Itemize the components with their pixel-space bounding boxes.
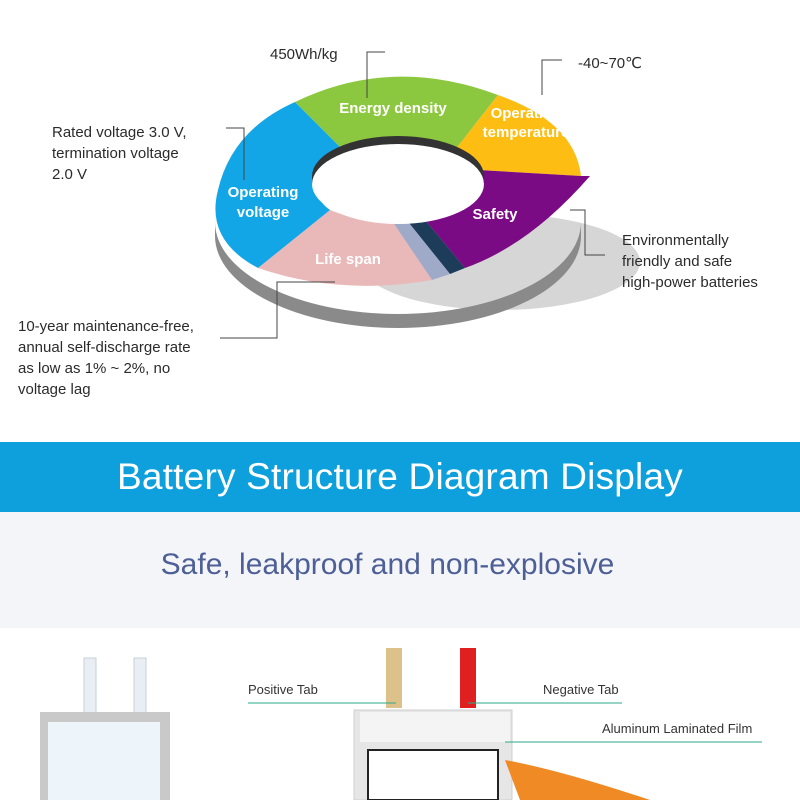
- segment-label-safety: Safety: [472, 206, 518, 223]
- callout-energy-density: 450Wh/kg: [270, 46, 338, 63]
- callout-life-span: [18, 316, 238, 400]
- label-aluminum-film: Aluminum Laminated Film: [602, 721, 753, 736]
- callout-operating-temperature: -40~70℃: [578, 55, 642, 72]
- callout-voltage-line: Rated voltage 3.0 V,: [52, 124, 187, 141]
- section-subtitle: Safe, leakproof and non-explosive: [160, 548, 615, 581]
- label-negative-tab: Negative Tab: [543, 682, 619, 697]
- callout-life-line: 10-year maintenance-free,: [18, 318, 194, 335]
- callout-voltage-line: 2.0 V: [52, 166, 88, 183]
- negative-tab-strip: [460, 648, 476, 708]
- leader-temperature: [542, 60, 562, 95]
- callout-life-line: voltage lag: [18, 381, 91, 398]
- section-title-band: Battery Structure Diagram Display: [0, 442, 800, 512]
- callout-life-line: annual self-discharge rate: [18, 339, 191, 356]
- label-positive-tab: Positive Tab: [248, 682, 318, 697]
- segment-label-life-span: Life span: [315, 251, 381, 268]
- segment-label-operating-temperature-1: Operating: [490, 105, 562, 122]
- casing-top-band: [360, 712, 510, 742]
- ring-hole: [312, 144, 484, 224]
- callout-safety: [622, 230, 797, 293]
- callout-voltage-line: termination voltage: [52, 145, 179, 162]
- positive-tab-strip: [386, 648, 402, 708]
- segment-label-energy-density: Energy density: [339, 100, 447, 117]
- electrode-stack: [368, 750, 498, 800]
- segment-label-operating-voltage-1: Operating: [227, 184, 299, 201]
- callout-life-line: as low as 1% ~ 2%, no: [18, 360, 171, 377]
- callout-safety-line: Environmentally: [622, 232, 729, 249]
- laminated-film-layer: [505, 760, 650, 800]
- battery-cross-section: [0, 628, 800, 800]
- segment-label-operating-temperature-2: temperature: [482, 124, 570, 141]
- battery-structure-section: [0, 628, 800, 800]
- callout-safety-line: high-power batteries: [622, 274, 758, 291]
- callout-safety-line: friendly and safe: [622, 253, 733, 270]
- segment-label-operating-voltage-2: voltage: [236, 204, 290, 221]
- callout-operating-voltage: [52, 122, 242, 185]
